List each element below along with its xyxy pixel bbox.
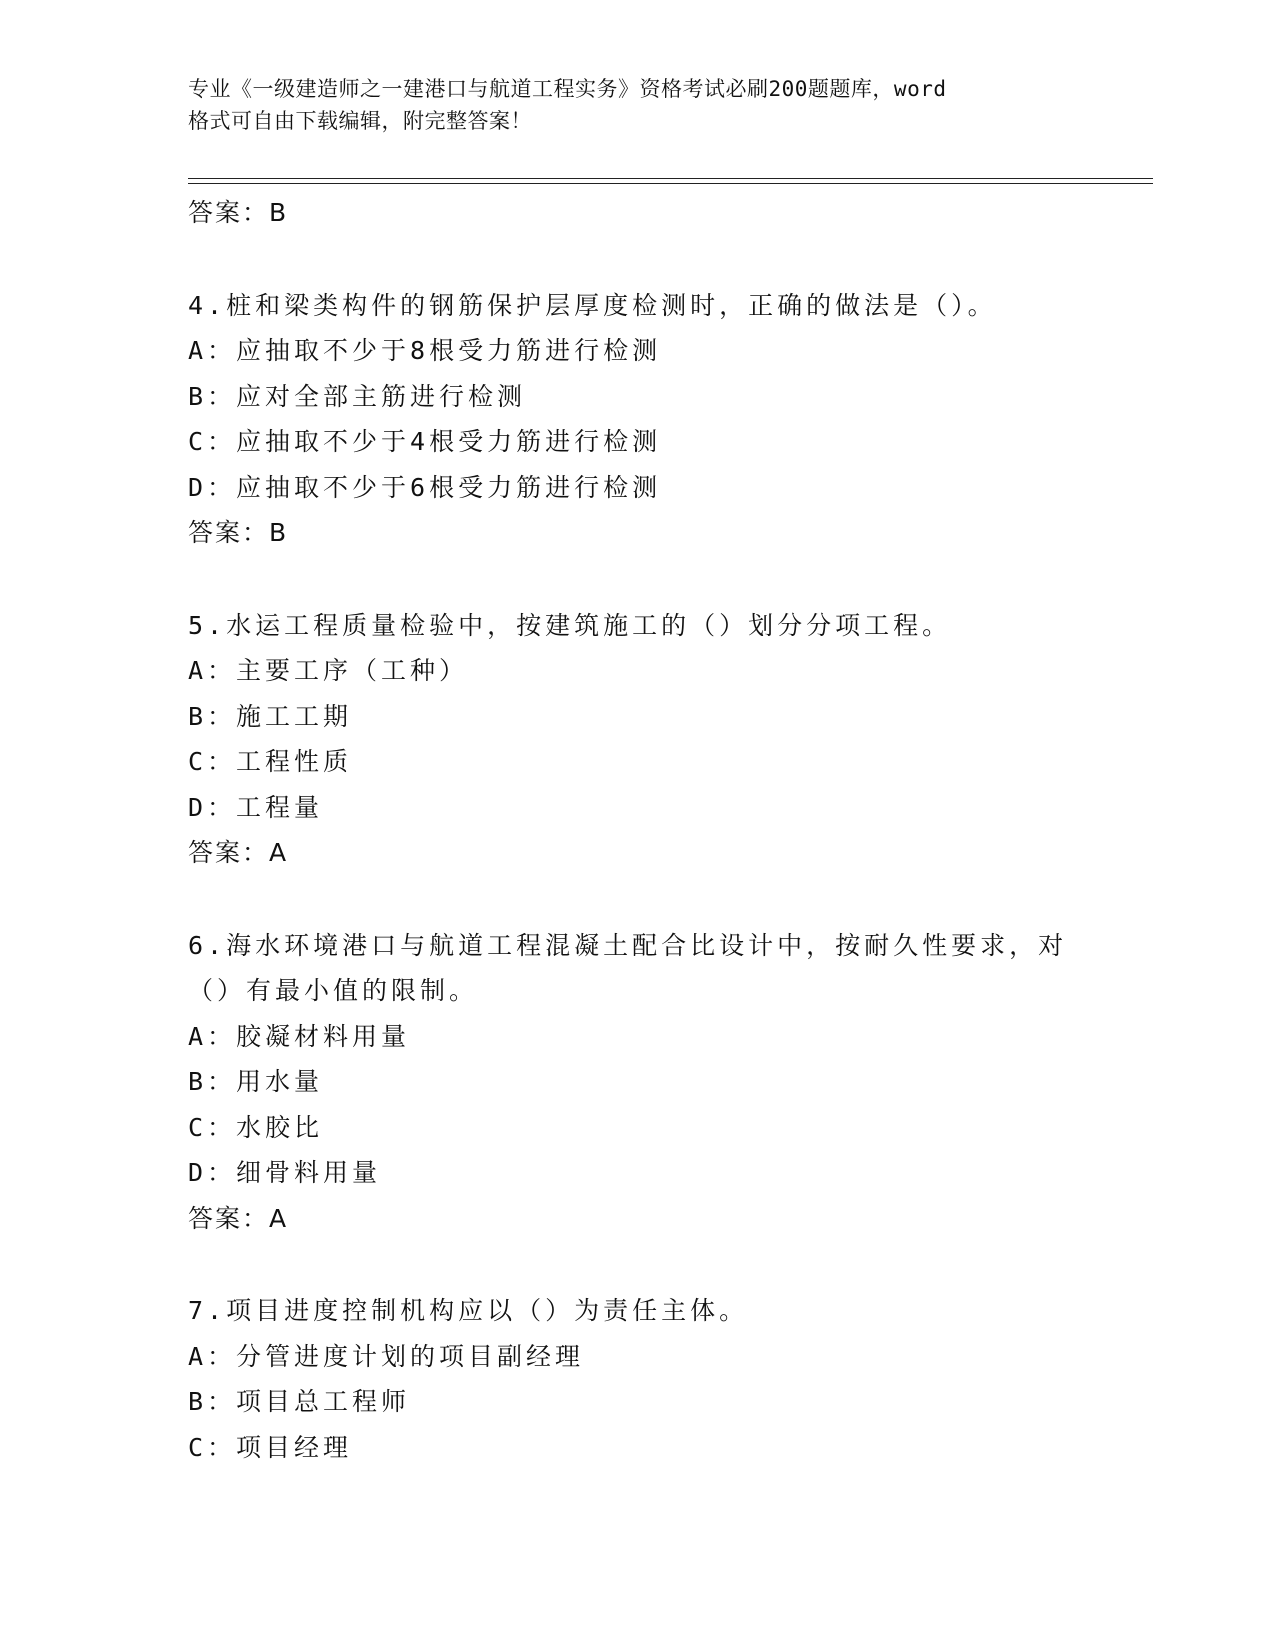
spacer: [188, 556, 1088, 603]
question-stem: 7.项目进度控制机构应以（）为责任主体。: [188, 1296, 749, 1325]
header-divider-bottom: [188, 183, 1153, 184]
question-stem: 4.桩和梁类构件的钢筋保护层厚度检测时，正确的做法是（）。: [188, 290, 997, 320]
question-stem-line-1: 6.海水环境港口与航道工程混凝土配合比设计中，按耐久性要求，对: [188, 930, 1068, 960]
document-header: [188, 73, 1068, 137]
option-d: D：细骨料用量: [188, 1158, 382, 1187]
question-6: [188, 923, 1088, 1242]
option-c: C：应抽取不少于4根受力筋进行检测: [188, 427, 662, 456]
option-a: A：胶凝材料用量: [188, 1021, 411, 1051]
option-c: C：工程性质: [188, 747, 353, 776]
header-divider-top: [188, 178, 1153, 179]
spacer: [188, 876, 1088, 923]
header-line-2: 格式可自由下载编辑，附完整答案！: [188, 109, 532, 133]
option-b: B：应对全部主筋进行检测: [188, 381, 527, 411]
question-list: [188, 190, 1088, 1470]
question-4: [188, 283, 1088, 556]
spacer: [188, 1241, 1088, 1288]
answer-previous-question: 答案：B: [188, 198, 289, 227]
spacer: [188, 236, 1088, 283]
question-5: [188, 603, 1088, 876]
option-a: A：主要工序（工种）: [188, 656, 469, 685]
option-c: C：水胶比: [188, 1112, 324, 1142]
answer-label: 答案：B: [188, 518, 289, 547]
option-b: B：用水量: [188, 1067, 324, 1096]
question-7: [188, 1288, 1088, 1470]
answer-label: 答案：A: [188, 838, 289, 867]
option-d: D：工程量: [188, 792, 324, 822]
option-b: B：施工工期: [188, 701, 353, 731]
question-stem-line-2: （）有最小值的限制。: [188, 976, 479, 1005]
answer-label: 答案：A: [188, 1203, 289, 1233]
option-a: A：分管进度计划的项目副经理: [188, 1341, 585, 1371]
option-a: A：应抽取不少于8根受力筋进行检测: [188, 336, 662, 365]
header-line-1: 专业《一级建造师之一建港口与航道工程实务》资格考试必刷200题题库，word: [188, 77, 947, 101]
option-d: D：应抽取不少于6根受力筋进行检测: [188, 472, 662, 502]
option-c: C：项目经理: [188, 1432, 353, 1462]
question-stem: 5.水运工程质量检验中，按建筑施工的（）划分分项工程。: [188, 610, 952, 640]
option-b: B：项目总工程师: [188, 1387, 411, 1416]
